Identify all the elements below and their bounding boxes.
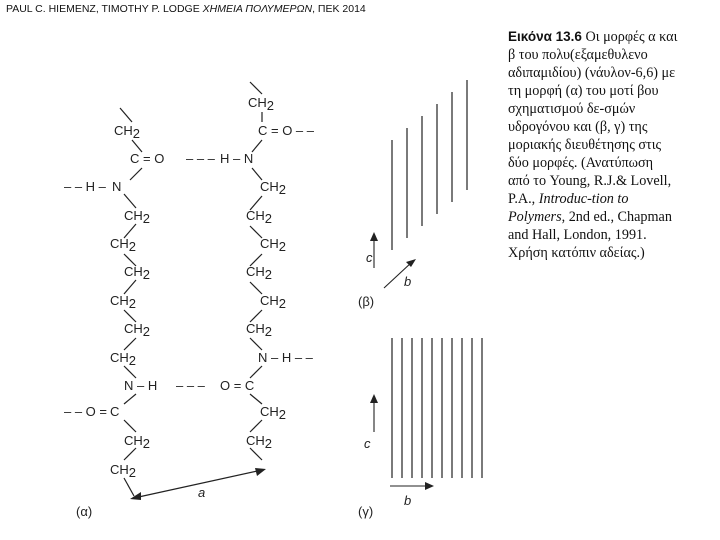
right-atom-7: CH2	[246, 264, 273, 282]
left-atom-11: C	[110, 404, 120, 419]
left-atom-9: CH2	[110, 350, 137, 368]
right-atom-11: O = C	[220, 378, 255, 393]
left-chain-labels	[64, 123, 216, 480]
right-atom-1: CH2	[248, 95, 275, 113]
caption-label: Εικόνα 13.6	[508, 29, 582, 44]
left-prefix-hn: – – H –	[64, 179, 106, 194]
beta-axis-b: b	[404, 274, 412, 289]
right-atom-8: CH2	[260, 293, 287, 311]
right-atom-6: CH2	[260, 236, 287, 254]
caption-text-2: , 2nd ed., Chapman and Hall, London, 1991. Χρήση κατόπιν αδείας.)	[508, 209, 672, 261]
beta-chain-lines	[392, 80, 467, 250]
left-atom-5: CH2	[110, 236, 137, 254]
left-prefix-oc: – – O =	[64, 404, 107, 419]
right-atom-13: CH2	[246, 433, 273, 451]
hbond-2: – – –	[176, 378, 205, 393]
figure-caption	[508, 28, 678, 262]
panel-label-beta: (β)	[358, 294, 375, 309]
right-atom-2: C = O – –	[258, 123, 314, 138]
left-atom-3: N	[112, 179, 122, 194]
beta-axis-arrowheads	[370, 232, 416, 267]
right-atom-12: CH2	[260, 404, 287, 422]
hbond-1: – – –	[186, 151, 215, 166]
right-atom-4: CH2	[260, 179, 287, 197]
header-publisher-year: , ΠΕΚ 2014	[312, 3, 366, 15]
right-atom-10: N – H – –	[258, 350, 313, 365]
left-atom-7: CH2	[110, 293, 137, 311]
panel-label-gamma: (γ)	[358, 504, 374, 519]
right-atom-9: CH2	[246, 321, 273, 339]
right-atom-3: H – N	[220, 151, 254, 166]
left-atom-1-ch: CH	[114, 123, 133, 138]
left-atom-12: CH2	[124, 433, 151, 451]
header-book-title: ΧΗΜΕΙΑ ΠΟΛΥΜΕΡΩΝ	[202, 3, 313, 15]
header-authors: PAUL C. HIEMENZ, TIMOTHY P. LODGE	[6, 3, 200, 15]
gamma-axis-b: b	[404, 493, 412, 508]
left-atom-8: CH2	[124, 321, 151, 339]
right-atom-5: CH2	[246, 208, 273, 226]
left-atom-1-sub: 2	[132, 126, 141, 141]
left-atom-1	[114, 123, 140, 141]
axis-label-a: a	[198, 485, 206, 500]
beta-axis-c: c	[366, 250, 373, 265]
left-atom-4: CH2	[124, 208, 151, 226]
caption-text-1: Οι μορφές α και β του πολυ(εξαμεθυλενο αδιπαμιδίου) (νάυλον-6,6) με τη μορφή (α) του μοτί βου σχηματισμού δε-σμών υδρογόνου και (β, γ) της μοριακής διευθέτησης στις δύο μορφές. (Ανατύπωση από το Young, R.J.& Lovell, P.A.,	[508, 29, 678, 207]
left-atom-2: C = O	[130, 151, 165, 166]
gamma-axis-c: c	[364, 436, 371, 451]
left-atom-6: CH2	[124, 264, 151, 282]
right-chain-labels	[220, 95, 315, 451]
panel-label-alpha: (α)	[76, 504, 93, 519]
left-atom-10: N – H	[124, 378, 158, 393]
caption-book-title: Introduc-tion to Polymers	[508, 191, 629, 225]
gamma-chain-lines	[392, 338, 482, 478]
left-atom-13: CH2	[110, 462, 137, 480]
